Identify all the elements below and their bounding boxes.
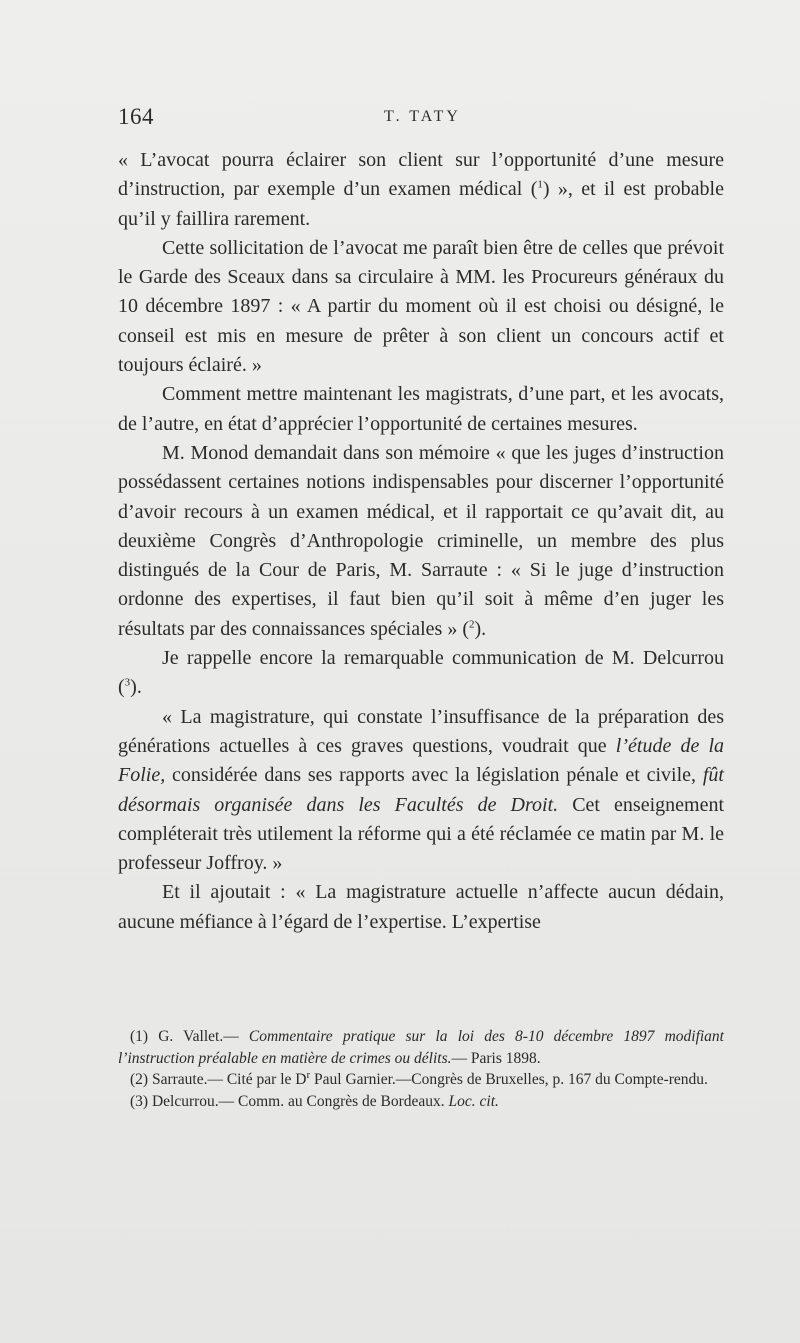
- italic-text: l’étude de la Folie,: [118, 734, 724, 787]
- paragraph: Et il ajoutait : « La magistrature actuelle n’affecte aucun dédain, aucune méfiance à l’égard de l’expertise. L’expertise: [118, 881, 724, 933]
- footnote: (3) Delcurrou.— Comm. au Congrès de Bordeaux. Loc. cit.: [130, 1092, 499, 1110]
- page-header: [118, 104, 724, 132]
- footnote-number: (1): [130, 1028, 149, 1045]
- paragraph: « La magistrature, qui constate l’insuffisance de la préparation des générations actuelles à ces graves questions, voudrait que l’étude de la Folie, considérée dans ses rapports avec la législation pénale et civile, fût désormais organisée dans les Facultés de Droit. Cet enseignement compléterait très utilement la réforme qui a été réclamée ce matin par M. le professeur Joffroy. »: [118, 705, 724, 875]
- footnote-number: (3): [130, 1092, 149, 1110]
- paragraph: Cette sollicitation de l’avocat me paraît bien être de celles que prévoit le Garde des Sceaux dans sa circulaire à MM. les Procureurs généraux du 10 décembre 1897 : « A partir du moment où il est choisi ou désigné, le conseil est mis en mesure de prêter à son client un concours actif et toujours éclairé. »: [118, 236, 724, 377]
- footnotes: [118, 1026, 724, 1112]
- body-text: [118, 146, 724, 937]
- paragraph: « L’avocat pourra éclairer son client sur l’opportunité d’une mesure d’instruction, par exemple d’un examen médical ($^1$) », et il est probable qu’il y faillira rarement.: [118, 149, 724, 230]
- footnote: (2) Sarraute.— Cité par le $D^r$ Paul Garnier.—Congrès de Bruxelles, p. 167 du Compte-rendu.: [130, 1068, 708, 1088]
- paragraph: M. Monod demandait dans son mémoire « que les juges d’instruction possédassent certaines notions indispensables pour discerner l’opportunité d’avoir recours à un examen médical, et il rapportait ce qu’avait dit, au deuxième Congrès d’Anthropologie criminelle, un membre des plus distingués de la Cour de Paris, M. Sarraute : « Si le juge d’instruction ordonne des expertises, il faut bien qu’il soit à même d’en juger les résultats par des connaissances spéciales » ($^2$).: [118, 441, 724, 640]
- footnote-ref: 1: [537, 178, 543, 191]
- page-number: 164: [118, 104, 154, 129]
- footnote: (1) G. Vallet.— Commentaire pratique sur la loi des 8-10 décembre 1897 modifiant l’instruction préalable en matière de crimes ou délits.— Paris 1898.: [118, 1028, 724, 1067]
- italic-text: fût désormais organisée dans les Facultés de Droit.: [118, 764, 724, 816]
- paragraph: Je rappelle encore la remarquable communication de M. Delcurrou ($^3$).: [118, 647, 724, 699]
- footnote-ref: 2: [469, 618, 475, 631]
- running-head: T. TATY: [384, 108, 461, 125]
- footnote-ref: 3: [124, 676, 131, 689]
- paragraph: Comment mettre maintenant les magistrats, d’une part, et les avocats, de l’autre, en état d’apprécier l’opportunité de certaines mesures.: [118, 383, 724, 435]
- footnote-number: (2): [130, 1071, 149, 1088]
